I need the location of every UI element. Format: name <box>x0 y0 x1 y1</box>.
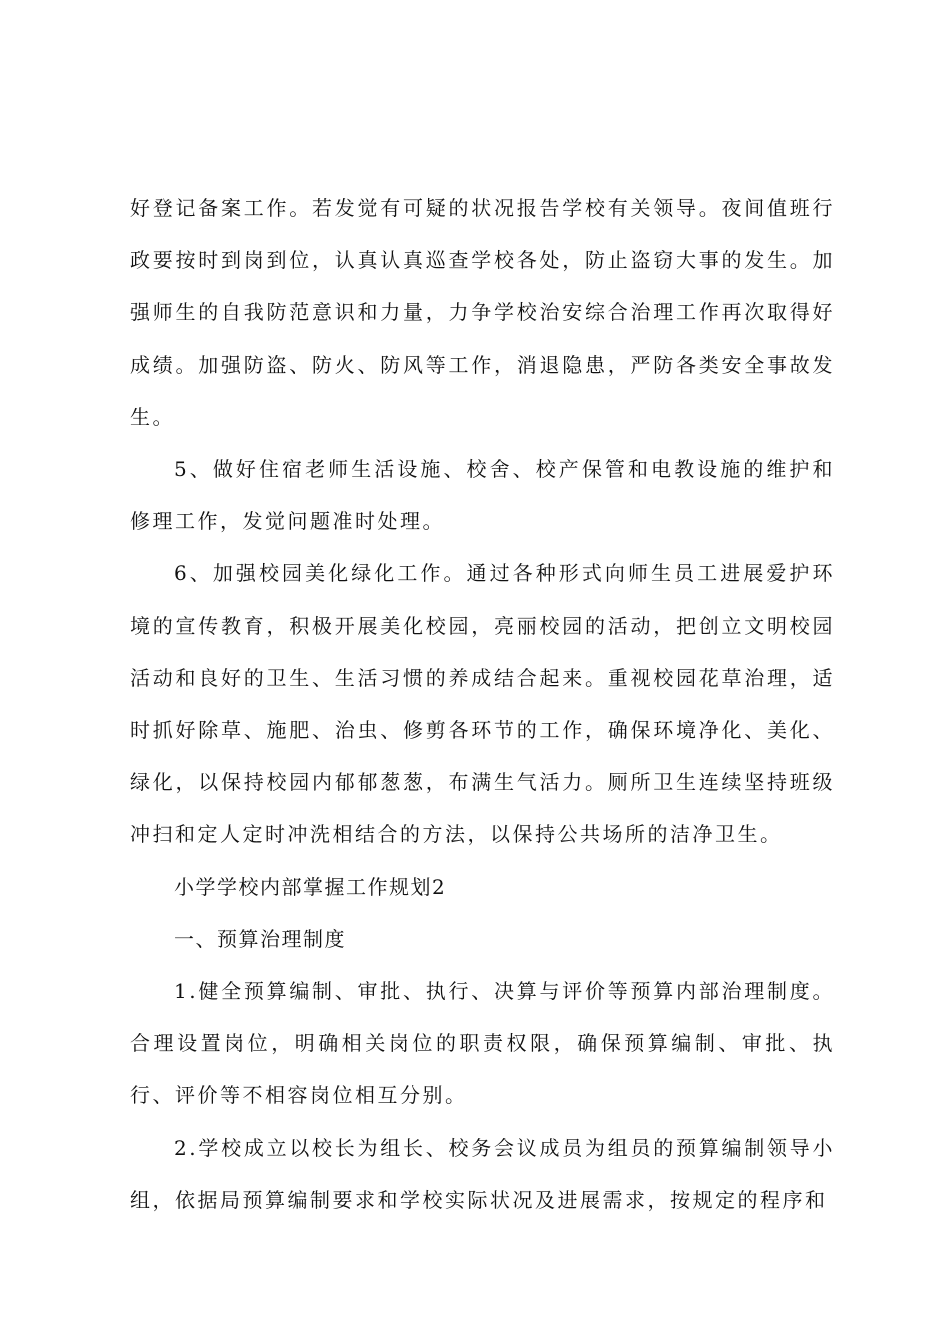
section-heading-budget: 一、预算治理制度 <box>174 926 346 951</box>
paragraph-continuation: 好登记备案工作。若发觉有可疑的状况报告学校有关领导。夜间值班行政要按时到岗到位，认真认真巡查学校各处，防止盗窃大事的发生。加强师生的自我防范意识和力量，力争学校治安综合治理工作再次取得好成绩。加强防盗、防火、防风等工作，消退隐患，严防各类安全事故发生。 <box>130 196 835 429</box>
paragraph-budget-1: 1.健全预算编制、审批、执行、决算与评价等预算内部治理制度。合理设置岗位，明确相关岗位的职责权限，确保预算编制、审批、执行、评价等不相容岗位相互分别。 <box>130 979 835 1108</box>
document-body <box>130 182 835 1226</box>
section-title: 小学学校内部掌握工作规划2 <box>174 874 447 899</box>
paragraph-budget-2: 2.学校成立以校长为组长、校务会议成员为组员的预算编制领导小组，依据局预算编制要求和学校实际状况及进展需求，按规定的程序和 <box>130 1135 835 1212</box>
paragraph-item-6: 6、加强校园美化绿化工作。通过各种形式向师生员工进展爱护环境的宣传教育，积极开展美化校园，亮丽校园的活动，把创立文明校园活动和良好的卫生、生活习惯的养成结合起来。重视校园花草治理，适时抓好除草、施肥、治虫、修剪各环节的工作，确保环境净化、美化、绿化，以保持校园内郁郁葱葱，布满生气活力。厕所卫生连续坚持班级冲扫和定人定时冲洗相结合的方法，以保持公共场所的洁净卫生。 <box>130 561 835 847</box>
paragraph-item-5: 5、做好住宿老师生活设施、校舍、校产保管和电教设施的维护和修理工作，发觉问题准时处理。 <box>130 457 835 534</box>
